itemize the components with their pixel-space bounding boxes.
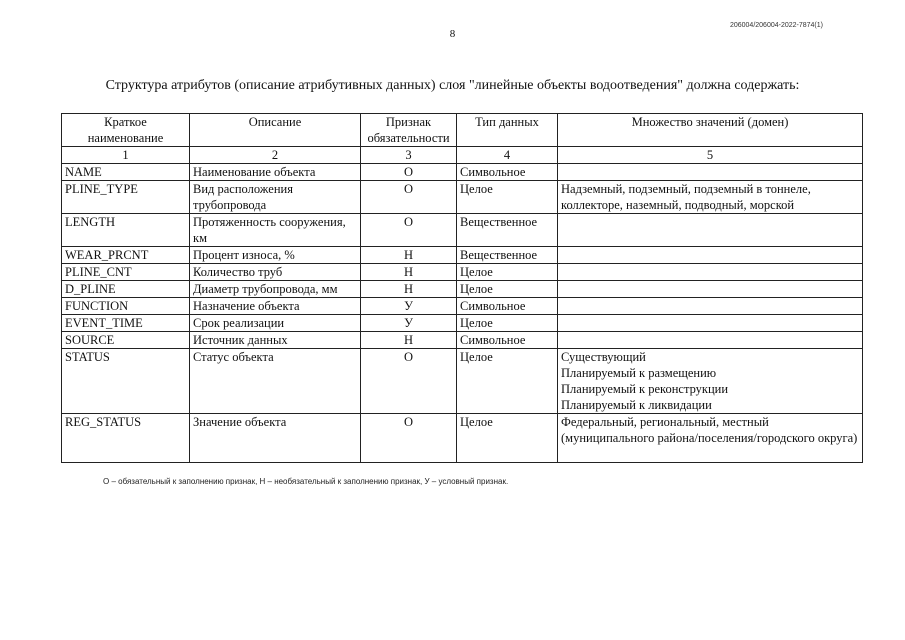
cell-description: Статус объекта xyxy=(190,349,361,414)
cell-description: Наименование объекта xyxy=(190,164,361,181)
cell-description: Процент износа, % xyxy=(190,247,361,264)
cell-short-name: REG_STATUS xyxy=(62,414,190,463)
cell-data-type: Символьное xyxy=(457,332,558,349)
cell-data-type: Целое xyxy=(457,414,558,463)
cell-domain xyxy=(558,414,863,463)
domain-value: Надземный, подземный, подземный в тоннеле, коллекторе, наземный, подводный, морской xyxy=(561,182,811,212)
domain-value: Планируемый к размещению xyxy=(561,366,717,380)
cell-data-type: Целое xyxy=(457,264,558,281)
table-row xyxy=(62,315,863,332)
cell-required-flag: Н xyxy=(361,332,457,349)
table-row xyxy=(62,164,863,181)
cell-required-flag: Н xyxy=(361,264,457,281)
domain-value: Планируемый к реконструкции xyxy=(561,382,729,396)
table-row xyxy=(62,214,863,247)
cell-short-name: D_PLINE xyxy=(62,281,190,298)
domain-value: Федеральный, региональный, местный (муниципального района/поселения/городского округа) xyxy=(561,415,858,445)
cell-short-name: FUNCTION xyxy=(62,298,190,315)
cell-description: Количество труб xyxy=(190,264,361,281)
cell-description: Значение объекта xyxy=(190,414,361,463)
column-number-row xyxy=(62,147,863,164)
cell-domain xyxy=(558,315,863,332)
header-short-name: Краткое наименование xyxy=(62,114,190,147)
cell-domain xyxy=(558,349,863,414)
domain-value: Планируемый к ликвидации xyxy=(561,398,712,412)
cell-domain xyxy=(558,214,863,247)
table-row xyxy=(62,349,863,414)
table-row xyxy=(62,247,863,264)
cell-required-flag: Н xyxy=(361,281,457,298)
cell-short-name: EVENT_TIME xyxy=(62,315,190,332)
column-number: 1 xyxy=(62,147,190,164)
attributes-table xyxy=(61,113,863,463)
cell-short-name: NAME xyxy=(62,164,190,181)
cell-description: Назначение объекта xyxy=(190,298,361,315)
footnote: О – обязательный к заполнению признак, Н – необязательный к заполнению признак, У – условный признак. xyxy=(103,477,509,486)
table-row xyxy=(62,281,863,298)
table-row xyxy=(62,414,863,463)
column-number: 4 xyxy=(457,147,558,164)
column-number: 3 xyxy=(361,147,457,164)
cell-data-type: Вещественное xyxy=(457,247,558,264)
document-id: 206004/206004-2022-7874(1) xyxy=(729,22,823,29)
cell-short-name: PLINE_TYPE xyxy=(62,181,190,214)
cell-short-name: LENGTH xyxy=(62,214,190,247)
cell-required-flag: Н xyxy=(361,247,457,264)
cell-required-flag: У xyxy=(361,298,457,315)
cell-required-flag: О xyxy=(361,349,457,414)
cell-required-flag: О xyxy=(361,164,457,181)
cell-data-type: Вещественное xyxy=(457,214,558,247)
cell-data-type: Символьное xyxy=(457,164,558,181)
cell-required-flag: О xyxy=(361,181,457,214)
cell-data-type: Целое xyxy=(457,181,558,214)
cell-description: Источник данных xyxy=(190,332,361,349)
header-description: Описание xyxy=(190,114,361,147)
cell-domain xyxy=(558,247,863,264)
cell-data-type: Целое xyxy=(457,315,558,332)
column-number: 5 xyxy=(558,147,863,164)
cell-required-flag: У xyxy=(361,315,457,332)
cell-domain xyxy=(558,181,863,214)
table-row xyxy=(62,264,863,281)
table-header-row xyxy=(62,114,863,147)
cell-short-name: WEAR_PRCNT xyxy=(62,247,190,264)
cell-required-flag: О xyxy=(361,214,457,247)
cell-domain xyxy=(558,164,863,181)
column-number: 2 xyxy=(190,147,361,164)
section-heading: Структура атрибутов (описание атрибутивных данных) слоя "линейные объекты водоотведения" должна содержать: xyxy=(105,78,800,93)
cell-domain xyxy=(558,264,863,281)
cell-short-name: PLINE_CNT xyxy=(62,264,190,281)
header-domain: Множество значений (домен) xyxy=(558,114,863,147)
header-data-type: Тип данных xyxy=(457,114,558,147)
header-required-flag: Признак обязательности xyxy=(361,114,457,147)
cell-domain xyxy=(558,298,863,315)
cell-domain xyxy=(558,332,863,349)
cell-domain xyxy=(558,281,863,298)
table-row xyxy=(62,298,863,315)
cell-description: Срок реализации xyxy=(190,315,361,332)
cell-description: Протяженность сооружения, км xyxy=(190,214,361,247)
cell-data-type: Целое xyxy=(457,349,558,414)
table-row xyxy=(62,332,863,349)
cell-required-flag: О xyxy=(361,414,457,463)
cell-short-name: SOURCE xyxy=(62,332,190,349)
domain-value: Существующий xyxy=(561,350,646,364)
cell-description: Диаметр трубопровода, мм xyxy=(190,281,361,298)
cell-data-type: Символьное xyxy=(457,298,558,315)
cell-description: Вид расположения трубопровода xyxy=(190,181,361,214)
cell-data-type: Целое xyxy=(457,281,558,298)
table-row xyxy=(62,181,863,214)
cell-short-name: STATUS xyxy=(62,349,190,414)
page-number: 8 xyxy=(449,28,456,40)
